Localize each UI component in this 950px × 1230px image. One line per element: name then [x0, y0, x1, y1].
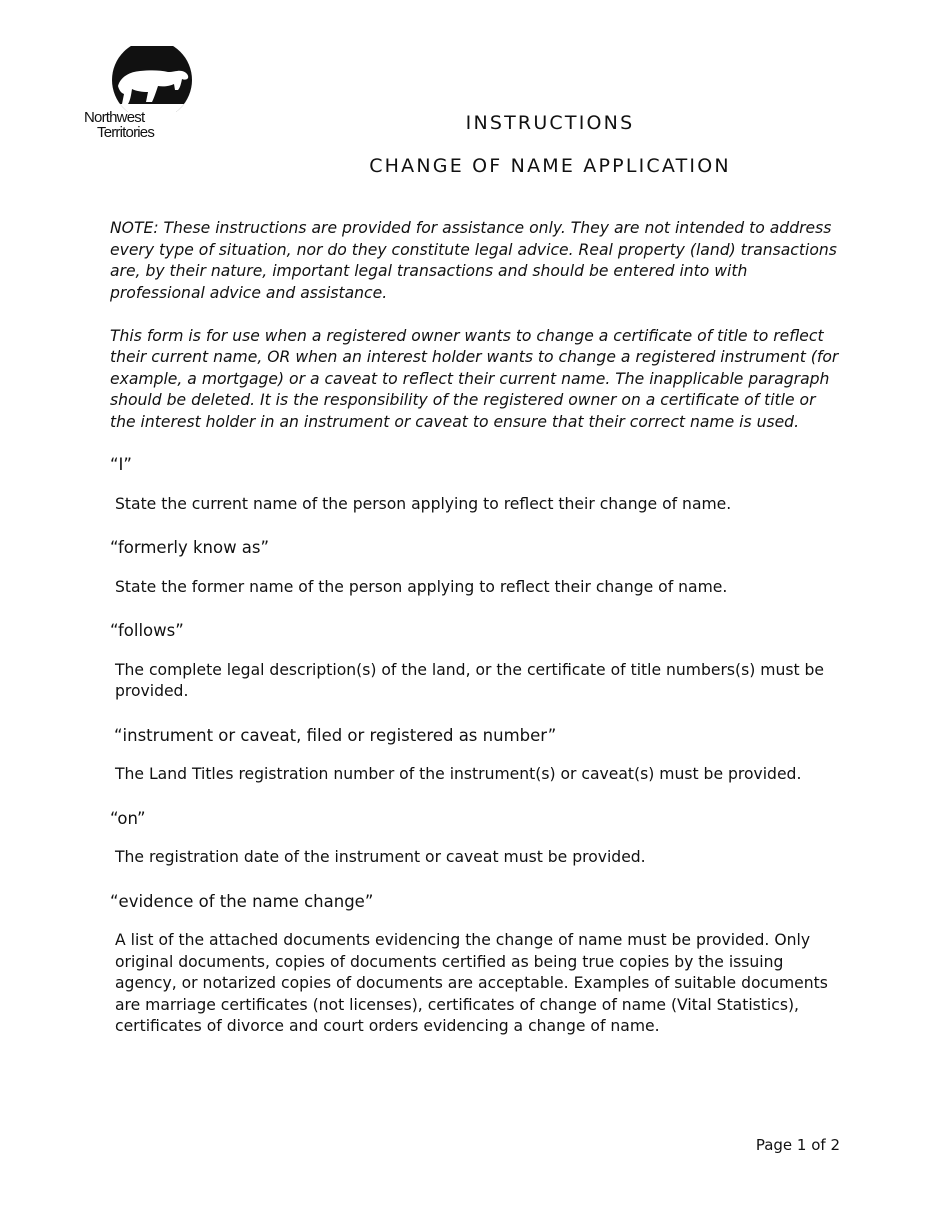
term-description: A list of the attached documents evidencing the change of name must be provided. Only original documents, copies of documents certified as being true copies by the issuing agency, or notarized copies of documents are acceptable. Examples of suitable documents are marriage certificates (not licenses), certificates of change of name (Vital Statistics), certificates of divorce and court orders evidencing a change of name.: [115, 931, 828, 1035]
term-description: The Land Titles registration number of the instrument(s) or caveat(s) must be provided.: [115, 765, 802, 783]
page-number: Page 1 of 2: [755, 1136, 840, 1154]
logo-line-2: Territories: [97, 124, 155, 141]
term-label: “I”: [110, 455, 132, 474]
term-description: State the current name of the person applying to reflect their change of name.: [115, 494, 732, 513]
instructions-body: [110, 218, 845, 1038]
term-description: State the former name of the person applying to reflect their change of name.: [115, 577, 728, 596]
term-description: The registration date of the instrument or caveat must be provided.: [115, 848, 646, 866]
term-label: “instrument or caveat, filed or registered as number”: [114, 725, 557, 745]
note-paragraph: NOTE: These instructions are provided for assistance only. They are not intended to address every type of situation, nor do they constitute legal advice. Real property (land) transactions are, by their nature, important legal transactions and should be entered into with professional advice and assistance.: [110, 219, 837, 302]
term-label: “on”: [110, 808, 146, 828]
term-label: “formerly know as”: [110, 538, 270, 557]
usage-paragraph: This form is for use when a registered owner wants to change a certificate of title to reflect their current name, OR when an interest holder wants to change a registered instrument (for example, a mortgage) or a caveat to reflect their current name. The inapplicable paragraph should be deleted. It is the responsibility of the registered owner on a certificate of title or the interest holder in an instrument or caveat to ensure that their correct name is used.: [110, 326, 839, 431]
term-label: “follows”: [110, 621, 184, 640]
term-description: The complete legal description(s) of the land, or the certificate of title numbers(s) must be provided.: [115, 660, 825, 700]
logo-line-1: Northwest: [84, 109, 145, 126]
polar-bear-icon: [112, 46, 194, 112]
page-subtitle: CHANGE OF NAME APPLICATION: [369, 155, 731, 177]
term-label: “evidence of the name change”: [110, 891, 374, 911]
page-title: INSTRUCTIONS: [465, 112, 635, 134]
